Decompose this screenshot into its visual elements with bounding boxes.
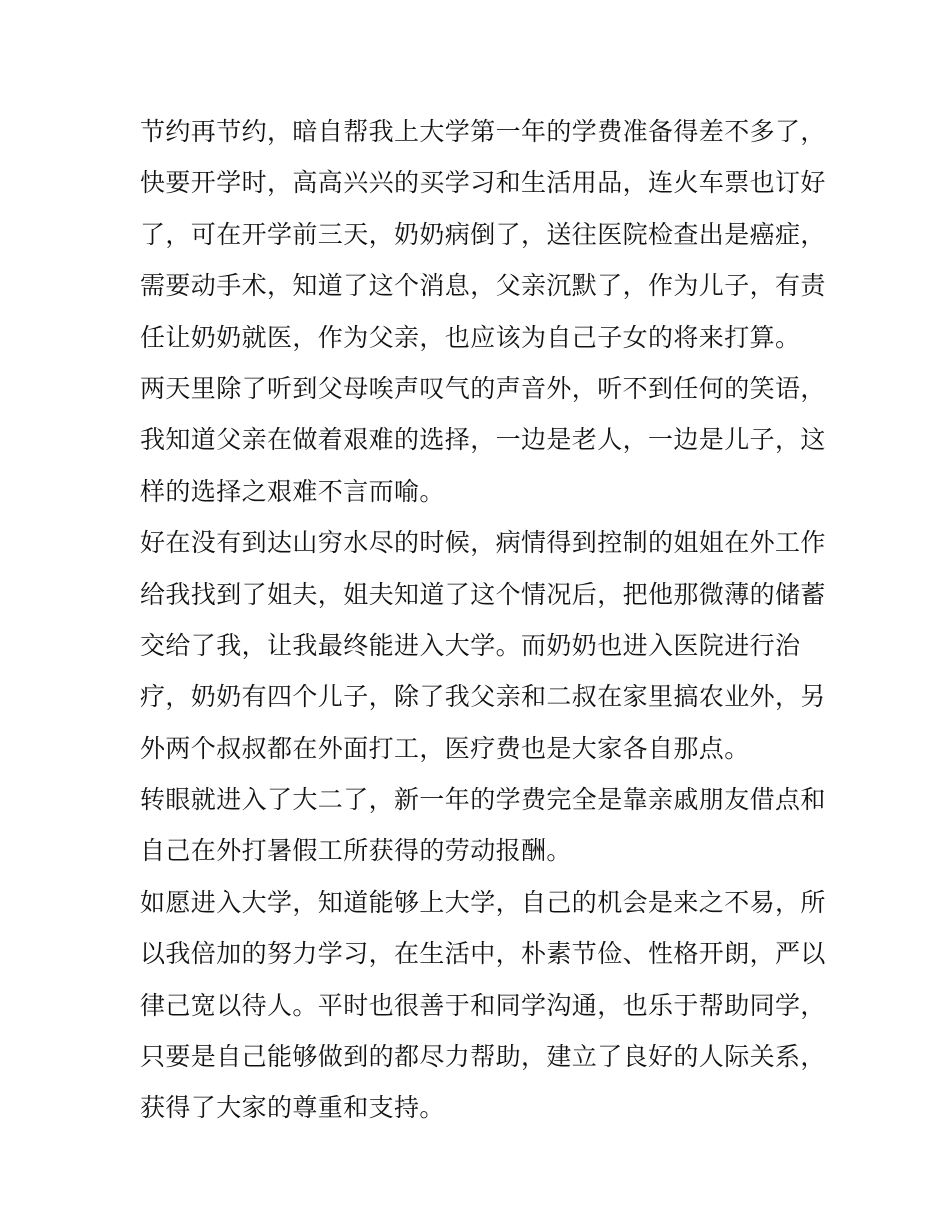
text-line: 任让奶奶就医，作为父亲，也应该为自己子女的将来打算。 xyxy=(140,322,801,352)
text-line: 交给了我，让我最终能进入大学。而奶奶也进入医院进行治 xyxy=(140,630,801,660)
text-line: 好在没有到达山穷水尽的时候，病情得到控制的姐姐在外工作 xyxy=(140,528,826,558)
text-line: 两天里除了听到父母唉声叹气的声音外，听不到任何的笑语， xyxy=(140,373,826,403)
text-line: 样的选择之艰难不言而喻。 xyxy=(140,476,445,506)
text-line: 律己宽以待人。平时也很善于和同学沟通，也乐于帮助同学， xyxy=(140,990,826,1020)
text-line: 自己在外打暑假工所获得的劳动报酬。 xyxy=(140,836,572,866)
text-line: 转眼就进入了大二了，新一年的学费完全是靠亲戚朋友借点和 xyxy=(140,785,826,815)
text-line: 节约再节约，暗自帮我上大学第一年的学费准备得差不多了， xyxy=(140,117,826,146)
text-line: 如愿进入大学，知道能够上大学，自己的机会是来之不易，所 xyxy=(140,887,826,917)
text-line: 给我找到了姐夫，姐夫知道了这个情况后，把他那微薄的储蓄 xyxy=(140,579,826,609)
text-line: 我知道父亲在做着艰难的选择，一边是老人，一边是儿子，这 xyxy=(140,425,826,455)
text-line: 了，可在开学前三天，奶奶病倒了，送往医院检查出是癌症， xyxy=(140,219,826,249)
text-line: 疗，奶奶有四个儿子，除了我父亲和二叔在家里搞农业外，另 xyxy=(140,682,826,712)
text-line: 快要开学时，高高兴兴的买学习和生活用品，连火车票也订好 xyxy=(140,168,826,198)
text-line: 需要动手术，知道了这个消息，父亲沉默了，作为儿子，有责 xyxy=(140,271,826,301)
text-line: 外两个叔叔都在外面打工，医疗费也是大家各自那点。 xyxy=(140,733,750,763)
body-text xyxy=(140,106,826,1134)
text-line: 以我倍加的努力学习，在生活中，朴素节俭、性格开朗，严以 xyxy=(140,939,826,969)
text-line: 获得了大家的尊重和支持。 xyxy=(140,1093,445,1123)
text-line: 只要是自己能够做到的都尽力帮助，建立了良好的人际关系， xyxy=(140,1042,826,1072)
